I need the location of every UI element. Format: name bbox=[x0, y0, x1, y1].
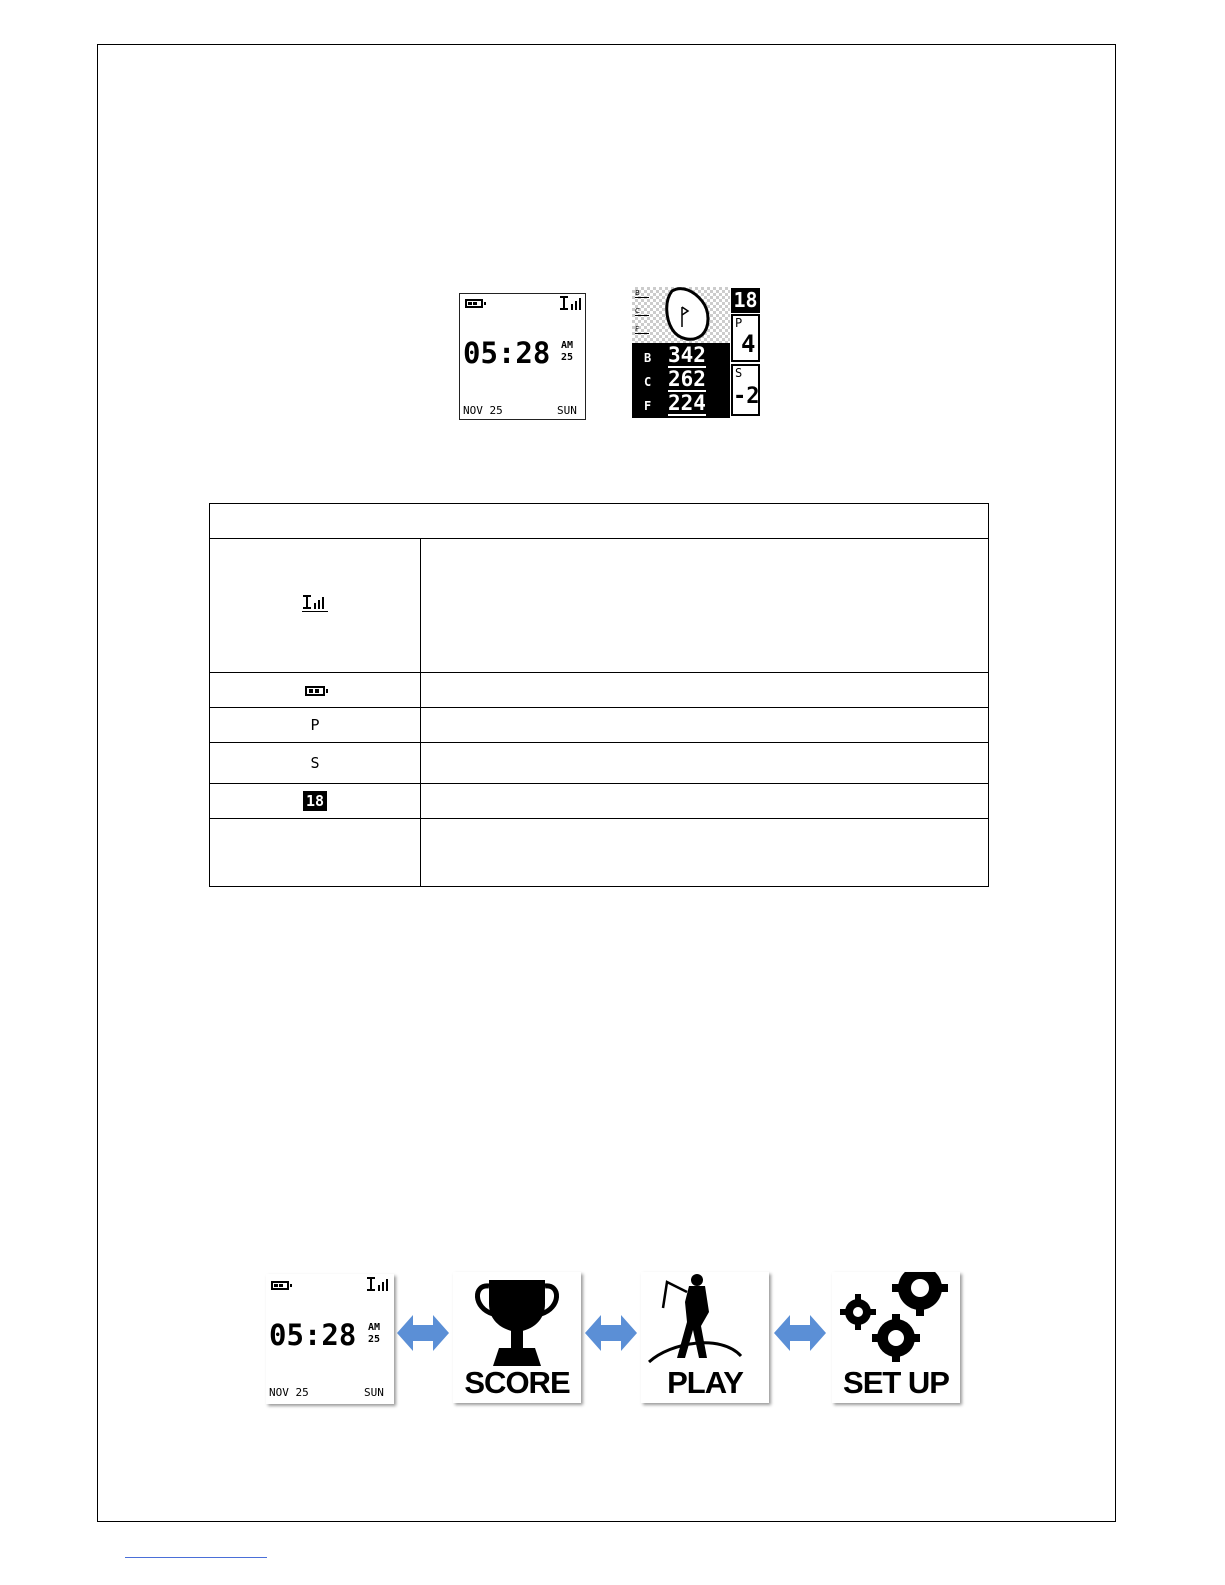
battery-icon bbox=[305, 686, 325, 696]
clock-ampm: AM bbox=[561, 340, 574, 351]
distance-row bbox=[632, 393, 730, 417]
clock-seconds: 25 bbox=[561, 352, 574, 363]
gps-signal-icon bbox=[366, 1277, 390, 1293]
menu-score-label: SCORE bbox=[464, 1365, 570, 1400]
menu-setup-card[interactable] bbox=[832, 1272, 960, 1403]
gps-signal-icon bbox=[302, 595, 328, 613]
marker-front: F bbox=[635, 325, 640, 333]
table-cell-description bbox=[421, 539, 989, 673]
marker-center: C bbox=[635, 307, 640, 315]
table-cell-icon bbox=[210, 819, 421, 887]
clock-date: NOV 25 bbox=[463, 404, 503, 417]
hole-info-panel bbox=[730, 287, 762, 418]
table-cell-icon bbox=[210, 784, 421, 819]
distance-label: C bbox=[644, 375, 652, 389]
clock-ampm: AM bbox=[368, 1322, 381, 1333]
golf-hole-screen bbox=[632, 287, 762, 418]
hole-number-symbol: 18 bbox=[303, 791, 327, 811]
table-row bbox=[210, 673, 989, 708]
par-symbol: P bbox=[210, 708, 421, 743]
score-value: -2 bbox=[733, 384, 760, 409]
par-value: 4 bbox=[741, 330, 756, 358]
marker-back: B bbox=[635, 289, 640, 297]
green-outline-icon bbox=[658, 287, 728, 343]
par-label: P bbox=[735, 316, 743, 330]
trophy-icon bbox=[453, 1274, 581, 1370]
battery-icon bbox=[465, 299, 483, 308]
menu-clock-card[interactable] bbox=[266, 1274, 394, 1404]
footnote-separator bbox=[125, 1557, 267, 1558]
table-row bbox=[210, 784, 989, 819]
table-cell-description bbox=[421, 784, 989, 819]
score-box bbox=[731, 364, 760, 416]
gears-icon bbox=[832, 1272, 960, 1370]
score-label: S bbox=[735, 366, 743, 380]
clock-day: SUN bbox=[557, 404, 577, 417]
menu-score-card[interactable] bbox=[453, 1272, 581, 1403]
double-arrow-icon bbox=[585, 1313, 637, 1353]
distance-row bbox=[632, 369, 730, 393]
table-header bbox=[210, 504, 989, 539]
clock-day: SUN bbox=[364, 1386, 384, 1399]
menu-play-card[interactable] bbox=[641, 1272, 769, 1403]
distance-panel bbox=[632, 343, 730, 418]
table-cell-description bbox=[421, 819, 989, 887]
table-row bbox=[210, 708, 989, 743]
clock-seconds: 25 bbox=[368, 1334, 381, 1345]
distance-label: B bbox=[644, 351, 652, 365]
gps-signal-icon bbox=[559, 296, 583, 312]
distance-value: 224 bbox=[668, 391, 706, 415]
battery-icon bbox=[271, 1281, 289, 1290]
table-cell-description bbox=[421, 673, 989, 708]
table-cell-description bbox=[421, 708, 989, 743]
icon-legend-table bbox=[209, 503, 989, 887]
table-cell-icon bbox=[210, 673, 421, 708]
clock-date: NOV 25 bbox=[269, 1386, 309, 1399]
distance-value: 342 bbox=[668, 343, 706, 367]
table-row bbox=[210, 819, 989, 887]
menu-setup-label: SET UP bbox=[843, 1365, 949, 1400]
double-arrow-icon bbox=[397, 1313, 449, 1353]
distance-row bbox=[632, 345, 730, 369]
table-row bbox=[210, 539, 989, 673]
clock-screen bbox=[459, 293, 586, 420]
green-map bbox=[632, 287, 730, 343]
table-cell-description bbox=[421, 743, 989, 784]
table-row bbox=[210, 743, 989, 784]
par-box bbox=[731, 314, 760, 362]
score-symbol: S bbox=[210, 743, 421, 784]
table-cell-icon bbox=[210, 539, 421, 673]
double-arrow-icon bbox=[774, 1313, 826, 1353]
menu-play-label: PLAY bbox=[667, 1365, 743, 1400]
distance-label: F bbox=[644, 399, 652, 413]
golfer-icon bbox=[641, 1272, 769, 1368]
distance-value: 262 bbox=[668, 367, 706, 391]
clock-time: 05:28 bbox=[463, 336, 551, 370]
hole-number: 18 bbox=[731, 288, 760, 313]
clock-time: 05:28 bbox=[269, 1318, 357, 1352]
